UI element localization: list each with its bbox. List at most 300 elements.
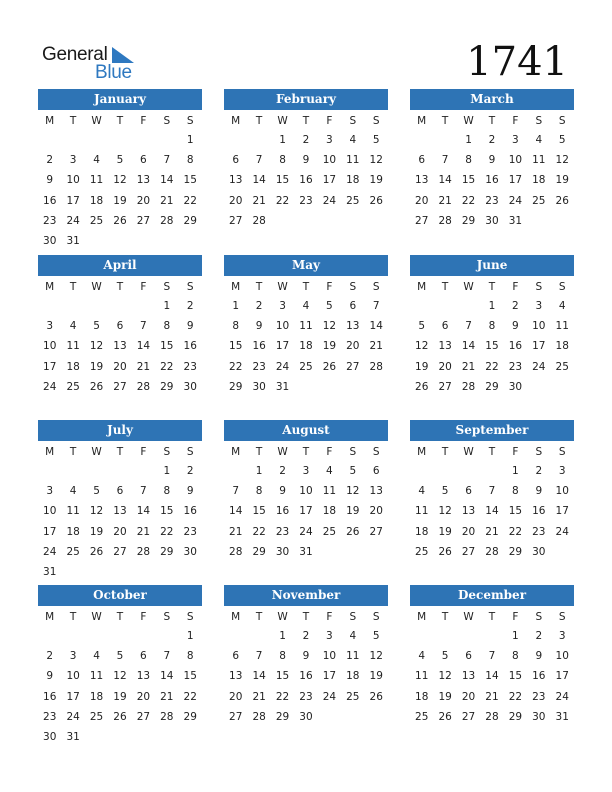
day-cell — [179, 727, 202, 747]
week-row — [410, 357, 574, 377]
weekday-label: S — [558, 611, 566, 623]
day-cell — [132, 562, 155, 582]
day-cell: 5 — [418, 320, 426, 333]
day-cell — [132, 727, 155, 747]
day-cell: 15 — [252, 505, 266, 518]
day-cell: 2 — [46, 154, 54, 167]
day-cell: 22 — [183, 690, 197, 703]
day-cell — [85, 562, 108, 582]
day-cell — [155, 130, 178, 150]
day-cell: 30 — [43, 234, 57, 247]
week-row — [410, 666, 574, 686]
day-cell — [155, 727, 178, 747]
day-cell: 16 — [299, 174, 313, 187]
week-row — [410, 626, 574, 646]
day-cell: 1 — [488, 300, 496, 312]
day-cell — [433, 130, 456, 150]
day-cell — [61, 562, 84, 582]
day-cell: 19 — [415, 360, 429, 373]
week-row — [410, 377, 574, 397]
day-cell: 24 — [275, 360, 290, 373]
day-cell: 21 — [438, 194, 452, 207]
day-cell: 27 — [229, 214, 243, 227]
day-cell — [132, 130, 155, 150]
day-cell: 8 — [279, 154, 286, 167]
day-cell: 6 — [232, 154, 240, 167]
day-cell: 9 — [255, 320, 263, 333]
day-cell: 8 — [186, 154, 194, 167]
week-row — [410, 191, 574, 211]
day-cell: 31 — [66, 730, 80, 743]
day-cell — [108, 562, 131, 582]
day-cell: 10 — [43, 505, 57, 518]
weekday-label: W — [277, 281, 288, 293]
day-cell — [108, 296, 131, 316]
weekday-label: M — [231, 281, 241, 293]
day-cell: 10 — [532, 320, 546, 333]
week-row — [38, 231, 202, 251]
weekday-label: T — [488, 115, 496, 127]
day-cell: 21 — [136, 360, 151, 373]
weekday-label: S — [163, 611, 171, 623]
day-cell: 28 — [252, 710, 266, 723]
day-cell: 25 — [66, 380, 80, 393]
weekday-label: T — [255, 281, 263, 293]
month-header: May — [224, 255, 388, 276]
day-cell: 18 — [322, 505, 337, 518]
day-cell: 9 — [302, 154, 310, 167]
day-cell: 28 — [160, 214, 174, 227]
day-cell: 25 — [346, 690, 360, 703]
day-cell: 26 — [369, 194, 383, 207]
month-february — [224, 89, 388, 231]
day-cell: 15 — [508, 505, 523, 518]
day-cell: 11 — [415, 670, 429, 683]
day-cell: 28 — [252, 214, 266, 227]
day-cell: 8 — [186, 650, 194, 663]
day-cell: 24 — [66, 214, 80, 227]
day-cell: 1 — [279, 134, 286, 146]
day-cell: 13 — [461, 670, 476, 683]
day-cell: 19 — [113, 690, 127, 703]
day-cell: 19 — [89, 525, 104, 538]
day-cell — [61, 130, 84, 150]
month-header: November — [224, 585, 388, 606]
day-cell: 16 — [43, 690, 57, 703]
weekday-label: M — [45, 611, 55, 623]
day-cell: 23 — [252, 360, 266, 373]
week-row — [224, 316, 388, 336]
day-cell — [341, 211, 364, 231]
day-cell: 29 — [160, 545, 174, 558]
day-cell: 29 — [160, 380, 174, 393]
day-cell: 25 — [89, 710, 104, 723]
day-cell: 4 — [69, 320, 77, 333]
day-cell: 16 — [485, 174, 499, 187]
day-cell: 18 — [415, 525, 429, 538]
day-cell: 7 — [255, 154, 263, 167]
weekday-label: T — [116, 446, 124, 458]
day-cell: 31 — [508, 214, 523, 227]
weekday-label: T — [441, 446, 449, 458]
day-cell: 9 — [46, 670, 54, 683]
day-cell: 24 — [66, 710, 80, 723]
day-cell: 28 — [160, 710, 174, 723]
weekday-label: S — [186, 281, 194, 293]
day-cell: 10 — [508, 154, 523, 167]
day-cell — [85, 626, 108, 646]
weekday-label: T — [69, 281, 77, 293]
day-cell — [365, 377, 388, 397]
day-cell: 27 — [346, 360, 360, 373]
day-cell — [61, 296, 84, 316]
day-cell: 11 — [299, 320, 313, 333]
weekday-label: T — [302, 115, 310, 127]
week-row — [410, 316, 574, 336]
day-cell: 21 — [369, 340, 383, 353]
day-cell: 21 — [485, 525, 499, 538]
day-cell: 4 — [93, 154, 100, 167]
week-row — [410, 646, 574, 666]
day-cell: 14 — [252, 670, 266, 683]
day-cell: 27 — [136, 214, 151, 227]
weekday-label: F — [512, 115, 519, 127]
week-row — [410, 707, 574, 727]
day-cell: 20 — [438, 360, 452, 373]
day-cell: 29 — [508, 545, 523, 558]
day-cell — [155, 562, 178, 582]
day-cell — [457, 296, 480, 316]
day-cell: 7 — [140, 320, 147, 333]
day-cell: 6 — [116, 485, 124, 498]
week-row — [224, 150, 388, 170]
day-cell: 14 — [160, 174, 174, 187]
weekday-label: F — [326, 611, 333, 623]
day-cell: 12 — [555, 154, 569, 167]
day-cell: 20 — [229, 690, 243, 703]
day-cell: 3 — [69, 650, 77, 663]
weekday-label: W — [463, 446, 474, 458]
day-cell: 30 — [532, 545, 546, 558]
weekday-label: M — [417, 611, 427, 623]
day-cell: 15 — [229, 340, 243, 353]
day-cell: 10 — [275, 320, 290, 333]
weekday-label: S — [349, 115, 357, 127]
day-cell: 16 — [43, 194, 57, 207]
weekday-label: T — [69, 611, 77, 623]
week-row — [410, 461, 574, 481]
day-cell: 28 — [136, 545, 151, 558]
day-cell: 1 — [512, 630, 519, 642]
day-cell: 3 — [326, 134, 333, 146]
day-cell: 13 — [136, 670, 151, 683]
week-row — [224, 461, 388, 481]
day-cell: 27 — [438, 380, 452, 393]
day-cell: 3 — [46, 485, 54, 498]
day-cell: 26 — [415, 380, 429, 393]
day-cell: 21 — [160, 194, 174, 207]
day-cell: 28 — [485, 545, 499, 558]
week-row — [410, 687, 574, 707]
day-cell — [224, 461, 247, 481]
day-cell: 20 — [113, 360, 127, 373]
day-cell: 10 — [66, 174, 80, 187]
week-row — [38, 562, 202, 582]
day-cell — [551, 542, 574, 562]
day-cell: 22 — [275, 690, 290, 703]
day-cell: 16 — [183, 505, 197, 518]
week-row — [410, 150, 574, 170]
day-cell: 7 — [441, 154, 449, 167]
day-cell: 2 — [302, 630, 310, 642]
day-cell — [365, 542, 388, 562]
day-cell — [318, 542, 341, 562]
week-row — [38, 522, 202, 542]
month-june — [410, 255, 574, 397]
week-row — [224, 501, 388, 521]
day-cell: 16 — [532, 505, 546, 518]
day-cell: 19 — [555, 174, 569, 187]
day-cell — [410, 130, 433, 150]
weekday-label: S — [558, 446, 566, 458]
day-cell: 8 — [255, 485, 263, 498]
day-cell: 21 — [485, 690, 499, 703]
day-cell — [341, 542, 364, 562]
day-cell: 30 — [183, 380, 197, 393]
day-cell: 12 — [369, 154, 383, 167]
weekday-label: S — [535, 611, 543, 623]
day-cell: 6 — [232, 650, 240, 663]
week-row — [224, 481, 388, 501]
day-cell: 18 — [66, 360, 80, 373]
week-row — [38, 130, 202, 150]
weekday-label: S — [186, 611, 194, 623]
day-cell: 1 — [163, 300, 171, 312]
day-cell: 1 — [279, 630, 286, 642]
day-cell: 7 — [465, 320, 472, 333]
day-cell: 6 — [349, 300, 357, 312]
week-row — [410, 296, 574, 316]
weekday-label: F — [140, 446, 147, 458]
day-cell: 15 — [183, 670, 197, 683]
weekday-label: M — [231, 446, 241, 458]
day-cell: 24 — [322, 194, 337, 207]
month-december — [410, 585, 574, 727]
day-cell: 25 — [555, 360, 569, 373]
day-cell: 29 — [229, 380, 243, 393]
weekday-header-row — [38, 608, 202, 626]
day-cell — [132, 231, 155, 251]
day-cell: 7 — [140, 485, 147, 498]
day-cell: 17 — [508, 174, 523, 187]
day-cell: 25 — [346, 194, 360, 207]
day-cell: 1 — [186, 630, 194, 642]
weekday-label: T — [488, 281, 496, 293]
weekday-label: W — [463, 281, 474, 293]
day-cell: 4 — [69, 485, 77, 498]
day-cell: 17 — [555, 670, 569, 683]
weekday-label: W — [277, 611, 288, 623]
day-cell: 18 — [532, 174, 546, 187]
week-row — [224, 687, 388, 707]
day-cell — [132, 626, 155, 646]
weekday-label: T — [116, 281, 124, 293]
day-cell: 8 — [163, 485, 171, 498]
weekday-label: T — [302, 281, 310, 293]
weekday-label: S — [558, 115, 566, 127]
day-cell: 29 — [508, 710, 523, 723]
week-row — [38, 727, 202, 747]
week-row — [410, 481, 574, 501]
day-cell: 28 — [485, 710, 499, 723]
weekday-label: F — [326, 446, 333, 458]
day-cell: 4 — [349, 134, 357, 146]
day-cell — [433, 626, 456, 646]
day-cell: 24 — [532, 360, 546, 373]
weekday-header-row — [410, 443, 574, 461]
weekday-label: T — [116, 611, 124, 623]
weekday-header-row — [224, 112, 388, 130]
weekday-label: F — [326, 281, 333, 293]
weekday-label: S — [372, 115, 380, 127]
week-row — [38, 687, 202, 707]
day-cell: 2 — [186, 465, 194, 477]
day-cell: 8 — [512, 485, 519, 498]
day-cell: 6 — [140, 650, 147, 663]
day-cell: 26 — [555, 194, 569, 207]
day-cell: 24 — [43, 545, 57, 558]
weekday-label: M — [45, 281, 55, 293]
day-cell: 26 — [322, 360, 337, 373]
day-cell: 22 — [160, 525, 174, 538]
day-cell: 20 — [229, 194, 243, 207]
day-cell: 30 — [508, 380, 523, 393]
weekday-header-row — [224, 278, 388, 296]
day-cell: 23 — [183, 525, 197, 538]
day-cell: 20 — [346, 340, 360, 353]
week-row — [410, 542, 574, 562]
day-cell: 31 — [66, 234, 80, 247]
weekday-label: F — [512, 281, 519, 293]
month-header: October — [38, 585, 202, 606]
day-cell — [410, 626, 433, 646]
day-cell — [480, 626, 503, 646]
day-cell: 3 — [535, 300, 543, 312]
day-cell — [294, 211, 317, 231]
day-cell: 2 — [535, 630, 543, 642]
day-cell — [85, 130, 108, 150]
week-row — [410, 170, 574, 190]
weekday-label: F — [140, 281, 147, 293]
day-cell — [341, 707, 364, 727]
weekday-label: T — [302, 611, 310, 623]
day-cell: 16 — [252, 340, 266, 353]
day-cell — [132, 461, 155, 481]
day-cell: 22 — [252, 525, 266, 538]
day-cell — [132, 296, 155, 316]
day-cell: 8 — [232, 320, 240, 333]
day-cell — [61, 626, 84, 646]
weekday-label: W — [91, 115, 102, 127]
day-cell: 25 — [89, 214, 104, 227]
day-cell — [433, 296, 456, 316]
day-cell: 6 — [140, 154, 147, 167]
day-cell — [365, 211, 388, 231]
day-cell: 25 — [66, 545, 80, 558]
day-cell: 27 — [415, 214, 429, 227]
day-cell: 10 — [555, 650, 569, 663]
day-cell: 4 — [535, 134, 543, 146]
week-row — [38, 666, 202, 686]
day-cell: 29 — [485, 380, 499, 393]
weekday-header-row — [410, 112, 574, 130]
week-row — [38, 461, 202, 481]
weekday-label: W — [463, 115, 474, 127]
day-cell: 17 — [43, 360, 57, 373]
logo-triangle-icon — [112, 47, 134, 63]
week-row — [224, 191, 388, 211]
day-cell — [38, 130, 61, 150]
day-cell: 12 — [89, 505, 104, 518]
weekday-header-row — [38, 278, 202, 296]
day-cell: 23 — [532, 525, 546, 538]
week-row — [224, 296, 388, 316]
day-cell: 14 — [485, 670, 499, 683]
day-cell: 30 — [43, 730, 57, 743]
weekday-label: T — [441, 281, 449, 293]
weekday-label: F — [326, 115, 333, 127]
day-cell: 13 — [136, 174, 151, 187]
day-cell: 29 — [183, 710, 197, 723]
weekday-label: W — [91, 611, 102, 623]
day-cell — [224, 130, 247, 150]
day-cell: 7 — [255, 650, 263, 663]
day-cell: 14 — [160, 670, 174, 683]
week-row — [38, 357, 202, 377]
day-cell: 23 — [43, 214, 57, 227]
day-cell: 22 — [508, 525, 523, 538]
day-cell: 31 — [43, 565, 57, 578]
weekday-label: S — [163, 115, 171, 127]
day-cell: 17 — [299, 505, 313, 518]
day-cell: 28 — [136, 380, 151, 393]
day-cell: 13 — [113, 340, 127, 353]
day-cell: 28 — [461, 380, 476, 393]
weekday-label: T — [116, 115, 124, 127]
day-cell: 20 — [369, 505, 383, 518]
day-cell: 2 — [186, 300, 194, 312]
day-cell: 13 — [369, 485, 383, 498]
day-cell: 12 — [346, 485, 360, 498]
week-row — [38, 150, 202, 170]
day-cell — [108, 461, 131, 481]
day-cell: 5 — [326, 300, 333, 312]
weekday-label: T — [488, 446, 496, 458]
weekday-label: F — [512, 446, 519, 458]
month-header: April — [38, 255, 202, 276]
weekday-label: W — [91, 281, 102, 293]
day-cell: 3 — [326, 630, 333, 642]
week-row — [38, 501, 202, 521]
day-cell: 4 — [418, 650, 426, 663]
week-row — [38, 626, 202, 646]
month-header: August — [224, 420, 388, 441]
week-row — [224, 666, 388, 686]
weekday-label: S — [163, 281, 171, 293]
day-cell — [61, 461, 84, 481]
day-cell: 28 — [369, 360, 383, 373]
day-cell: 19 — [369, 174, 383, 187]
